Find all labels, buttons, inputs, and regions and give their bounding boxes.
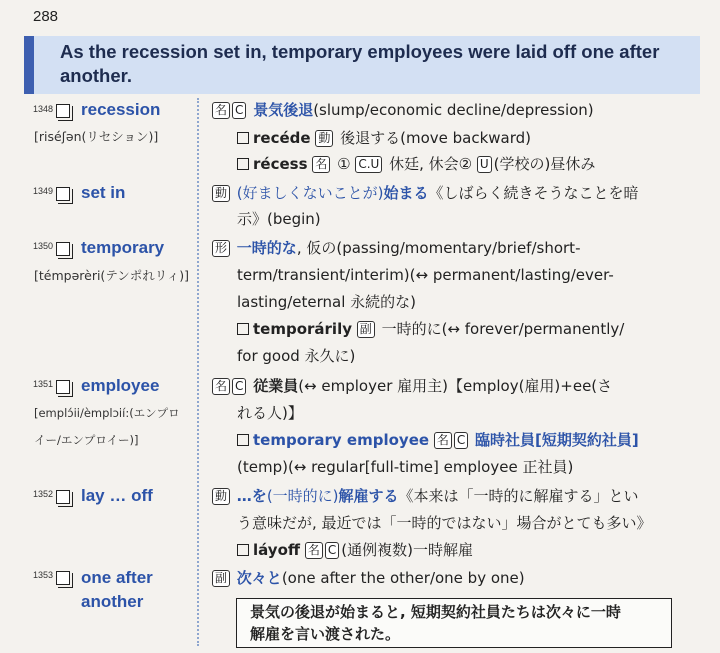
page-number: 288 <box>33 8 59 25</box>
entry-number: 1349 <box>33 186 54 196</box>
noun-tag: 名 <box>212 102 230 119</box>
verb-tag: 動 <box>212 488 230 505</box>
pronunciation-cont: イー/エンプロイー)] <box>34 433 139 447</box>
checkbox-icon[interactable] <box>56 242 70 256</box>
derivative-meaning: 休廷, 休会② <box>389 155 473 173</box>
adverb-tag: 副 <box>212 570 230 587</box>
translation-box <box>236 598 672 648</box>
derivative-word: temporary employee <box>253 431 430 449</box>
checkbox-icon[interactable] <box>56 380 70 394</box>
meaning: …を <box>236 487 267 505</box>
translation-line-2: 解雇を言い渡された。 <box>250 625 401 643</box>
headword-temporary: temporary <box>81 238 165 257</box>
definition-line <box>212 375 612 397</box>
example-sentence-box <box>24 36 700 94</box>
checkbox-small-icon[interactable] <box>237 323 249 335</box>
entry-number: 1351 <box>33 379 54 389</box>
definition-line <box>237 264 614 286</box>
headword-recession: recession <box>81 100 161 119</box>
entry-number: 1348 <box>33 104 54 114</box>
derivative-word: láyoff <box>253 541 301 559</box>
synonyms: (one after the other/one by one) <box>281 569 525 587</box>
checkbox-icon[interactable] <box>56 187 70 201</box>
derivative-meaning: 一時的に(↔ forever/permanently/ <box>381 320 625 338</box>
derivative-line <box>237 153 595 175</box>
usage-note: (好ましくないことが) <box>236 184 384 202</box>
derivative-meaning-cont: for good 永久に) <box>237 347 356 365</box>
meaning: 次々と <box>236 569 282 587</box>
countable-tag: C <box>454 432 468 449</box>
headword-set-in: set in <box>81 183 126 202</box>
definition-line <box>237 456 573 478</box>
derivative-line <box>237 318 624 340</box>
synonyms: (slump/economic decline/depression) <box>313 101 594 119</box>
derivative-meaning-2: (学校の)昼休み <box>493 155 596 173</box>
sense-marker: ① <box>337 155 351 173</box>
headword-lay-off: lay … off <box>81 486 153 505</box>
pronunciation: [témpərèri(テンポれリィ)] <box>34 268 189 283</box>
verb-tag: 動 <box>315 130 333 147</box>
definition-line <box>212 485 639 507</box>
meaning-2: 解雇する <box>338 487 399 505</box>
synonyms: , 仮の(passing/momentary/brief/short- <box>296 239 581 257</box>
derivative-meaning: 後退する(move backward) <box>340 129 532 147</box>
sentence-line-2: another. <box>60 65 132 86</box>
note-cont: れる人)】 <box>237 404 303 422</box>
noun-tag: 名 <box>434 432 452 449</box>
headword-one-after-another-cont: another <box>81 592 144 611</box>
derivative-word: recéde <box>253 129 311 147</box>
countable-tag: C <box>232 378 246 395</box>
sentence-line-1: As the recession set in, temporary employees were laid off one after <box>60 41 660 62</box>
definition-line <box>212 567 525 589</box>
checkbox-small-icon[interactable] <box>237 434 249 446</box>
definition-line <box>237 291 416 313</box>
adjective-tag: 形 <box>212 240 230 257</box>
adverb-tag: 副 <box>357 321 375 338</box>
checkbox-icon[interactable] <box>56 104 70 118</box>
derivative-word: récess <box>253 155 308 173</box>
meaning: 始まる <box>383 184 429 202</box>
definition-line <box>237 208 321 230</box>
headword-one-after-another: one after <box>81 568 153 587</box>
headword-employee: employee <box>81 376 160 395</box>
noun-tag: 名 <box>312 156 330 173</box>
checkbox-icon[interactable] <box>56 490 70 504</box>
countable-uncountable-tag: C.U <box>355 156 382 173</box>
note-cont: う意味だが, 最近では「一時的ではない」場合がとても多い》 <box>237 514 652 532</box>
column-divider <box>197 98 199 646</box>
pronunciation: [riséʃən(リセション)] <box>34 129 159 144</box>
definition-line <box>237 402 303 424</box>
checkbox-icon[interactable] <box>56 571 70 585</box>
note-cont: 示》(begin) <box>237 210 321 228</box>
entry-number: 1353 <box>33 570 54 580</box>
derivative-meaning: 臨時社員[短期契約社員] <box>475 431 639 449</box>
uncountable-tag: U <box>477 156 492 173</box>
usage-note: (一時的に) <box>266 487 339 505</box>
derivative-word: temporárily <box>253 320 352 338</box>
definition-line <box>237 512 652 534</box>
pronunciation: [emplɔ́ii/èmplɔií:(エンプロ <box>34 406 180 420</box>
definition-line <box>237 345 355 367</box>
note: (↔ employer 雇用主)【employ(雇用)+ee(さ <box>298 377 613 395</box>
note: 《しばらく続きそうなことを暗 <box>428 184 639 202</box>
meaning: 従業員 <box>253 377 299 395</box>
derivative-line <box>237 539 473 561</box>
synonyms-cont: term/transient/interim)(↔ permanent/lasting/ever- <box>237 266 614 284</box>
note: 《本来は「一時的に解雇する」とい <box>398 487 639 505</box>
noun-tag: 名 <box>212 378 230 395</box>
definition-line <box>212 237 580 259</box>
definition-line <box>212 99 594 121</box>
synonyms-cont: lasting/eternal 永続的な) <box>237 293 417 311</box>
derivative-line <box>237 127 531 149</box>
entry-number: 1350 <box>33 241 54 251</box>
checkbox-small-icon[interactable] <box>237 544 249 556</box>
entry-number: 1352 <box>33 489 54 499</box>
derivative-line <box>237 429 639 451</box>
derivative-note: (temp)(↔ regular[full-time] employee 正社員) <box>237 458 574 476</box>
definition-line <box>212 182 639 204</box>
derivative-meaning: (通例複数)一時解雇 <box>341 541 473 559</box>
checkbox-small-icon[interactable] <box>237 158 249 170</box>
translation-line-1: 景気の後退が始まると, 短期契約社員たちは次々に一時 <box>250 603 621 621</box>
meaning: 一時的な <box>236 239 297 257</box>
noun-tag: 名 <box>305 542 323 559</box>
checkbox-small-icon[interactable] <box>237 132 249 144</box>
verb-tag: 動 <box>212 185 230 202</box>
countable-tag: C <box>325 542 339 559</box>
meaning: 景気後退 <box>253 101 314 119</box>
countable-tag: C <box>232 102 246 119</box>
